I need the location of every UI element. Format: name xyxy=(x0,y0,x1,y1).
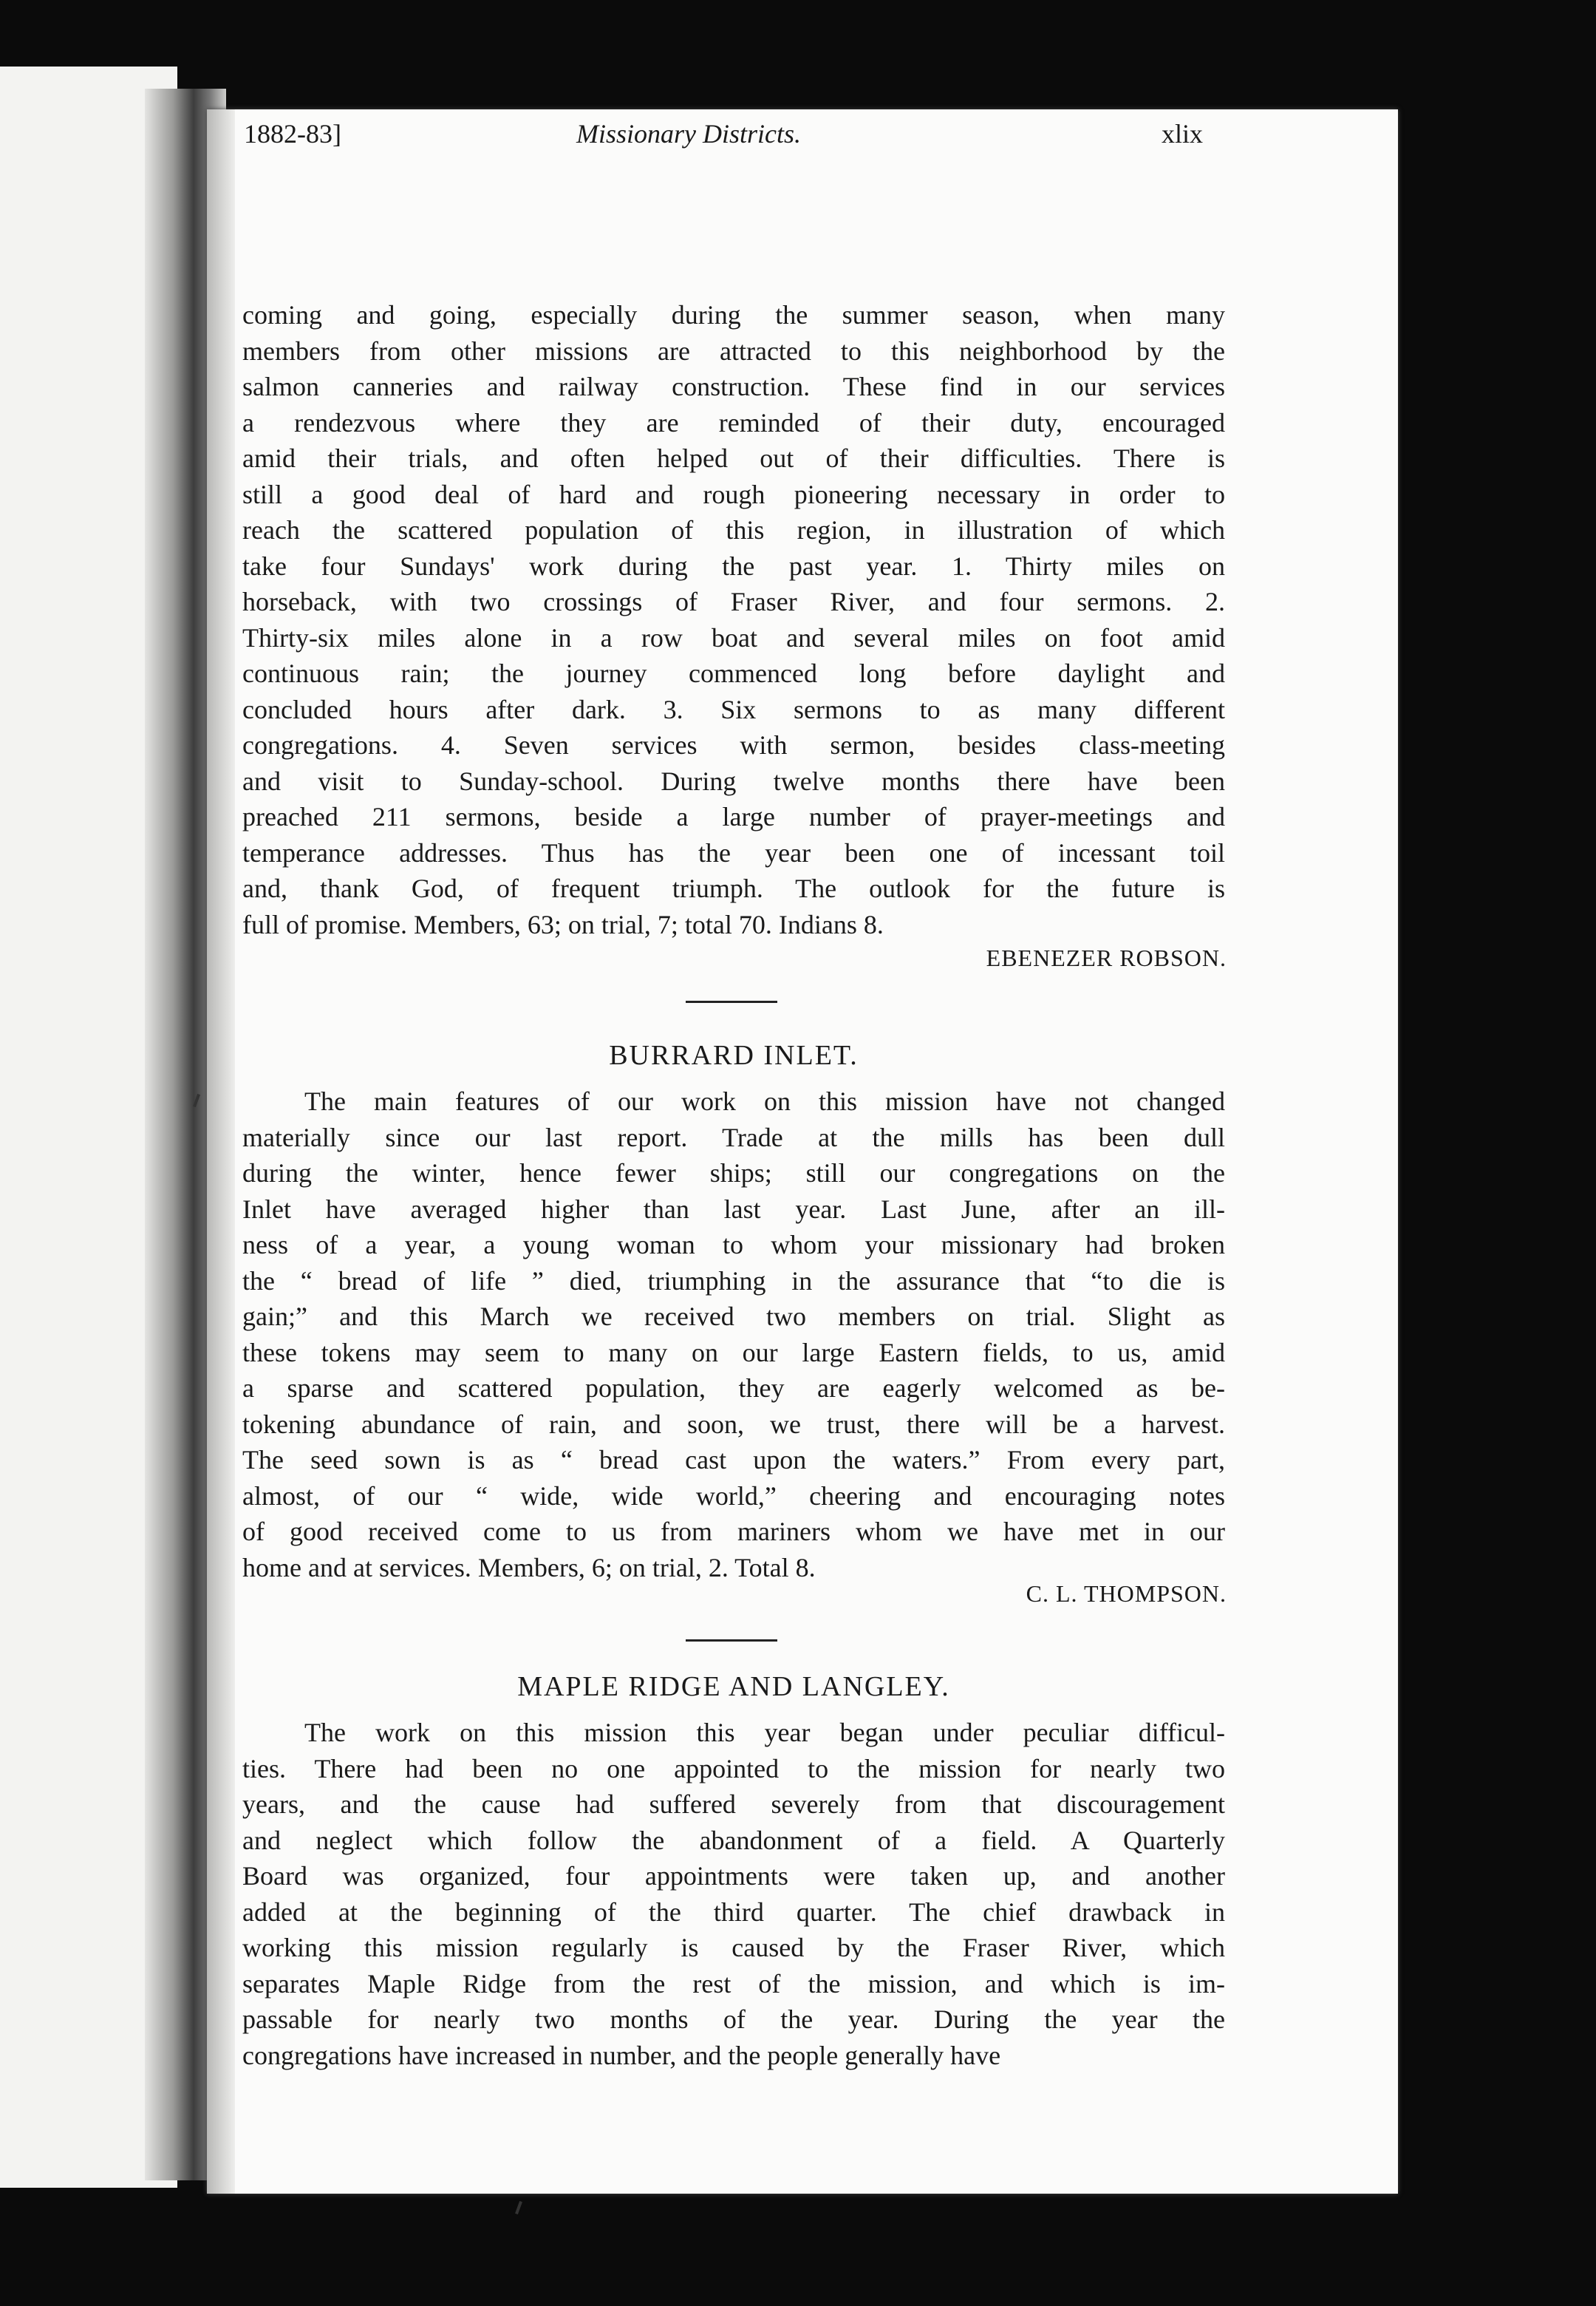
text-line: and neglect which follow the abandonment of a field. A Quarterly xyxy=(242,1825,1225,1855)
text-line: preached 211 sermons, beside a large number of prayer-meetings and xyxy=(242,802,1225,831)
text-line: horseback, with two crossings of Fraser River, and four sermons. 2. xyxy=(242,587,1225,616)
heading-maple-ridge: MAPLE RIDGE AND LANGLEY. xyxy=(517,1671,950,1702)
text-line: of good received come to us from mariners whom we have met in our xyxy=(242,1517,1225,1546)
text-line: The work on this mission this year began under peculiar difficul- xyxy=(304,1718,1225,1747)
margin-mark xyxy=(515,2201,522,2214)
text-line: The main features of our work on this mission have not changed xyxy=(304,1086,1225,1116)
section-divider xyxy=(686,1639,777,1642)
text-line: continuous rain; the journey commenced long before daylight and xyxy=(242,659,1225,688)
text-line: members from other missions are attracted to this neighborhood by the xyxy=(242,336,1225,366)
text-line: ness of a year, a young woman to whom your missionary had broken xyxy=(242,1230,1225,1259)
text-line: reach the scattered population of this region, in illustration of which xyxy=(242,515,1225,545)
running-head-title: Missionary Districts. xyxy=(576,119,802,149)
text-line: materially since our last report. Trade at the mills has been dull xyxy=(242,1122,1225,1152)
text-line: these tokens may seem to many on our large Eastern fields, to us, amid xyxy=(242,1337,1225,1367)
text-line: separates Maple Ridge from the rest of the mission, and which is im- xyxy=(242,1968,1225,1999)
text-line: a sparse and scattered population, they are eagerly welcomed as be- xyxy=(242,1373,1225,1403)
text-line: Board was organized, four appointments were taken up, and another xyxy=(242,1861,1225,1891)
text-line: ties. There had been no one appointed to the mission for nearly two xyxy=(242,1753,1225,1783)
text-line: Inlet have averaged higher than last year. Last June, after an ill- xyxy=(242,1194,1225,1224)
text-line: temperance addresses. Thus has the year been one of incessant toil xyxy=(242,837,1225,868)
text-line: The seed sown is as “ bread cast upon the waters.” From every part, xyxy=(242,1445,1225,1475)
signature-robson: EBENEZER ROBSON. xyxy=(986,945,1227,971)
text-line: almost, of our “ wide, wide world,” cheering and encouraging notes xyxy=(242,1480,1225,1511)
heading-burrard-inlet: BURRARD INLET. xyxy=(609,1040,859,1071)
running-head-left: 1882-83] xyxy=(244,119,341,149)
text-line: and visit to Sunday-school. During twelve months there have been xyxy=(242,766,1225,796)
text-line: and, thank God, of frequent triumph. The outlook for the future is xyxy=(242,874,1225,903)
page-number: xlix xyxy=(1162,119,1204,149)
text-line: take four Sundays' work during the past year. 1. Thirty miles on xyxy=(242,551,1225,581)
text-line: congregations. 4. Seven services with sermon, besides class-meeting xyxy=(242,730,1225,760)
text-line: a rendezvous where they are reminded of their duty, encouraged xyxy=(242,407,1225,438)
text-line: years, and the cause had suffered severely from that discouragement xyxy=(242,1789,1225,1819)
text-line: salmon canneries and railway construction. These find in our services xyxy=(242,372,1225,401)
text-line: coming and going, especially during the summer season, when many xyxy=(242,300,1225,330)
signature-thompson: C. L. THOMPSON. xyxy=(1026,1580,1227,1607)
text-line: during the winter, hence fewer ships; still our congregations on the xyxy=(242,1158,1225,1188)
text-line: home and at services. Members, 6; on trial, 2. Total 8. xyxy=(242,1552,816,1582)
text-line: amid their trials, and often helped out of their difficulties. There is xyxy=(242,443,1225,473)
text-line: the “ bread of life ” died, triumphing in the assurance that “to die is xyxy=(242,1265,1225,1296)
text-line: full of promise. Members, 63; on trial, 7; total 70. Indians 8. xyxy=(242,909,884,939)
text-line: tokening abundance of rain, and soon, we trust, there will be a harvest. xyxy=(242,1409,1225,1439)
text-line: concluded hours after dark. 3. Six sermons to as many different xyxy=(242,694,1225,724)
section-divider xyxy=(686,1001,777,1003)
text-line: gain;” and this March we received two members on trial. Slight as xyxy=(242,1302,1225,1331)
text-line: congregations have increased in number, and the people generally have xyxy=(242,2040,1001,2070)
text-line: added at the beginning of the third quarter. The chief drawback in xyxy=(242,1897,1225,1927)
text-line: Thirty-six miles alone in a row boat and several miles on foot amid xyxy=(242,622,1225,653)
text-line: working this mission regularly is caused by the Fraser River, which xyxy=(242,1933,1225,1962)
text-line: still a good deal of hard and rough pioneering necessary in order to xyxy=(242,479,1225,509)
text-line: passable for nearly two months of the year. During the year the xyxy=(242,2004,1225,2034)
